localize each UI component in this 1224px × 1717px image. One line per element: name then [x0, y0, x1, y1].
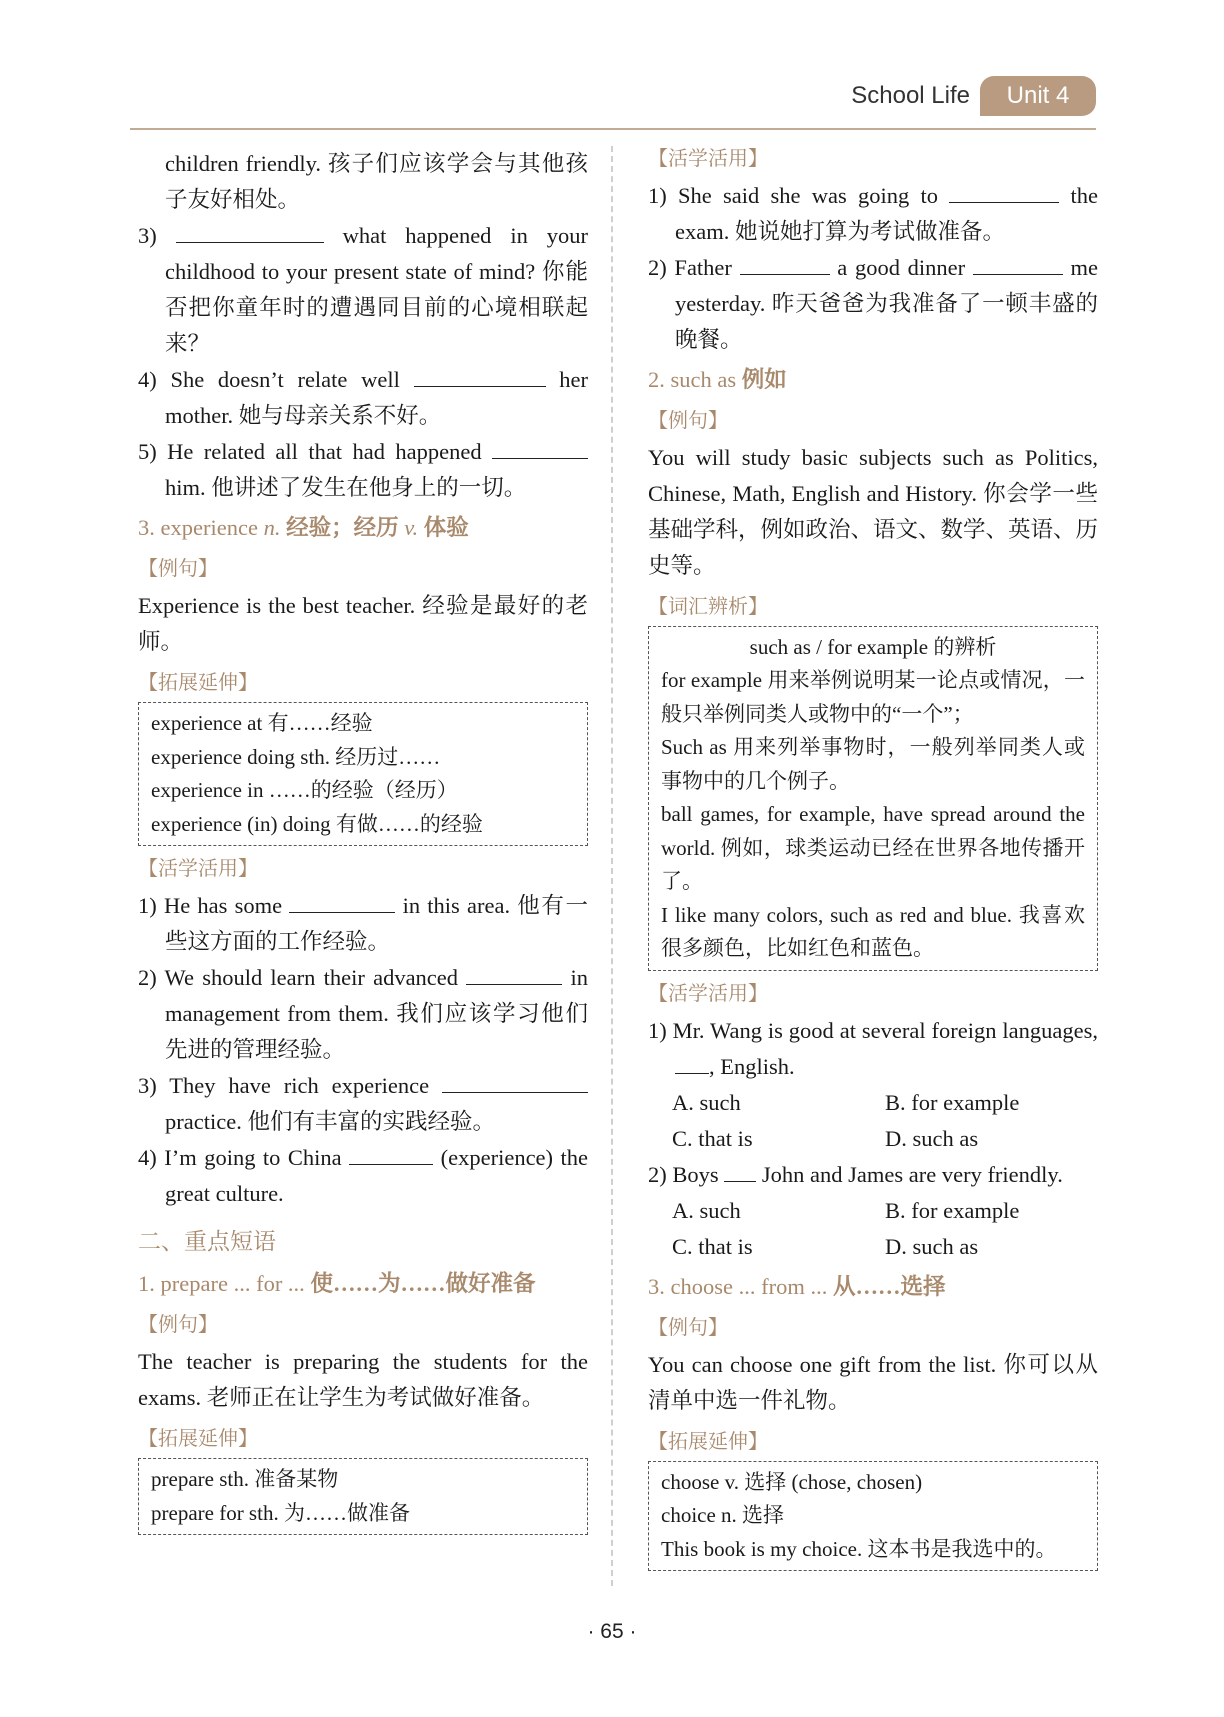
- blank[interactable]: [949, 180, 1059, 203]
- box-line: for example 用来举例说明某一论点或情况，一般只举例同类人或物中的“一个”；: [661, 668, 1085, 726]
- blank[interactable]: [724, 1159, 756, 1182]
- exercise-5: 5) He related all that had happened him. 他讲述了发生在他身上的一切。: [138, 434, 588, 506]
- blank[interactable]: [973, 252, 1063, 275]
- exercise-3: 3) what happened in your childhood to your present state of mind? 你能否把你童年时的遭遇同目前的心境相联起来？: [138, 218, 588, 362]
- option-b[interactable]: B. for example: [885, 1089, 1020, 1115]
- box-line: Such as 用来列举事物时，一般列举同类人或事物中的几个例子。: [661, 735, 1085, 793]
- vocab-box: [648, 626, 1098, 971]
- prepare-example: The teacher is preparing the students for the exams. 老师正在让学生为考试做好准备。: [138, 1349, 588, 1410]
- unit-badge: Unit 4: [980, 76, 1096, 116]
- box-line: prepare sth. 准备某物: [151, 1467, 339, 1491]
- option-d[interactable]: D. such as: [885, 1233, 979, 1259]
- column-divider: [611, 146, 613, 1586]
- right-practice-1: 1) She said she was going to the exam. 她说她打算为考试做准备。: [648, 178, 1098, 250]
- blank[interactable]: [740, 252, 830, 275]
- heading-such-as: 2. such as 例如: [648, 367, 787, 392]
- question-1: 1) Mr. Wang is good at several foreign languages, , English.: [648, 1017, 1098, 1079]
- tag-example: 【例句】: [138, 1312, 218, 1336]
- tag-example: 【例句】: [648, 1314, 728, 1339]
- such-as-example: You will study basic subjects such as Politics, Chinese, Math, English and History. 你会学一些基础学科，例如政治、语文、数学、英语、历史等。: [648, 445, 1099, 578]
- options-row: [648, 1085, 1098, 1121]
- practice-3: 3) They have rich experience practice. 他们有丰富的实践经验。: [138, 1068, 588, 1140]
- blank[interactable]: [349, 1142, 433, 1165]
- blank[interactable]: [466, 962, 562, 985]
- page-number: · 65 ·: [587, 1620, 637, 1643]
- options-row: [648, 1121, 1098, 1157]
- practice-4: 4) I’m going to China (experience) the great culture.: [138, 1140, 588, 1212]
- practice-2: 2) We should learn their advanced in management from them. 我们应该学习他们先进的管理经验。: [138, 960, 588, 1068]
- tag-practice: 【活学活用】: [138, 856, 258, 880]
- box-line: prepare for sth. 为……做准备: [151, 1500, 410, 1525]
- blank[interactable]: [414, 364, 546, 387]
- heading-prepare: 1. prepare ... for ... 使……为……做好准备: [138, 1271, 536, 1296]
- tag-extend: 【拓展延伸】: [648, 1428, 768, 1453]
- question-2: 2) Boys John and James are very friendly.: [648, 1157, 1098, 1193]
- option-a[interactable]: A. such: [672, 1089, 741, 1115]
- tag-extend: 【拓展延伸】: [138, 670, 258, 694]
- experience-extend-box: [138, 702, 588, 846]
- tag-practice: 【活学活用】: [648, 980, 768, 1005]
- heading-choose: 3. choose ... from ... 从……选择: [648, 1273, 946, 1299]
- blank[interactable]: [442, 1070, 588, 1093]
- prepare-extend-box: [138, 1458, 588, 1535]
- tag-practice: 【活学活用】: [648, 146, 768, 170]
- section-title: 二、重点短语: [138, 1229, 276, 1255]
- practice-1: 1) He has some in this area. 他有一些这方面的工作经验。: [138, 888, 588, 960]
- tag-example: 【例句】: [138, 556, 218, 580]
- box-line: choice n. 选择: [661, 1503, 785, 1527]
- intro-text: children friendly. 孩子们应该学会与其他孩子友好相处。: [165, 151, 588, 212]
- blank[interactable]: [492, 436, 588, 459]
- box-line: choose v. 选择 (chose, chosen): [661, 1469, 923, 1494]
- blank[interactable]: [675, 1051, 709, 1074]
- choose-example: You can choose one gift from the list. 你可以从清单中选一件礼物。: [648, 1351, 1098, 1413]
- heading-experience: 3. experience n. 经验；经历 v. 体验: [138, 515, 469, 540]
- blank[interactable]: [176, 220, 324, 243]
- option-c[interactable]: C. that is: [672, 1125, 753, 1151]
- right-practice-2: 2) Father a good dinner me yesterday. 昨天爸爸为我准备了一顿丰盛的晚餐。: [648, 250, 1098, 358]
- choose-extend-box: [648, 1461, 1098, 1572]
- left-column: [138, 146, 588, 1539]
- options-row: [648, 1229, 1098, 1265]
- blank[interactable]: [289, 890, 395, 913]
- box-line: I like many colors, such as red and blue. 我喜欢很多颜色，比如红色和蓝色。: [661, 902, 1085, 960]
- header-rule: [130, 128, 1096, 130]
- option-d[interactable]: D. such as: [885, 1125, 979, 1151]
- tag-example: 【例句】: [648, 408, 728, 432]
- box-line: This book is my choice. 这本书是我选中的。: [661, 1536, 1057, 1561]
- experience-example: Experience is the best teacher. 经验是最好的老师。: [138, 593, 588, 654]
- options-row: [648, 1193, 1098, 1229]
- option-a[interactable]: A. such: [672, 1197, 741, 1223]
- page-header: [130, 76, 1096, 130]
- right-column: [648, 146, 1098, 1575]
- header-title: School Life: [851, 82, 970, 109]
- option-b[interactable]: B. for example: [885, 1197, 1020, 1223]
- vocab-box-title: such as / for example 的辨析: [749, 635, 997, 659]
- box-line: ball games, for example, have spread around the world. 例如，球类运动已经在世界各地传播开了。: [661, 802, 1085, 893]
- tag-vocab: 【词汇辨析】: [648, 594, 768, 618]
- tag-extend: 【拓展延伸】: [138, 1426, 258, 1450]
- box-line: experience in ……的经验（经历）: [151, 778, 458, 802]
- exercise-4: 4) She doesn’t relate well her mother. 她与母亲关系不好。: [138, 362, 588, 434]
- box-line: experience doing sth. 经历过……: [151, 744, 441, 769]
- box-line: experience at 有……经验: [151, 711, 373, 735]
- option-c[interactable]: C. that is: [672, 1233, 753, 1259]
- box-line: experience (in) doing 有做……的经验: [151, 811, 483, 836]
